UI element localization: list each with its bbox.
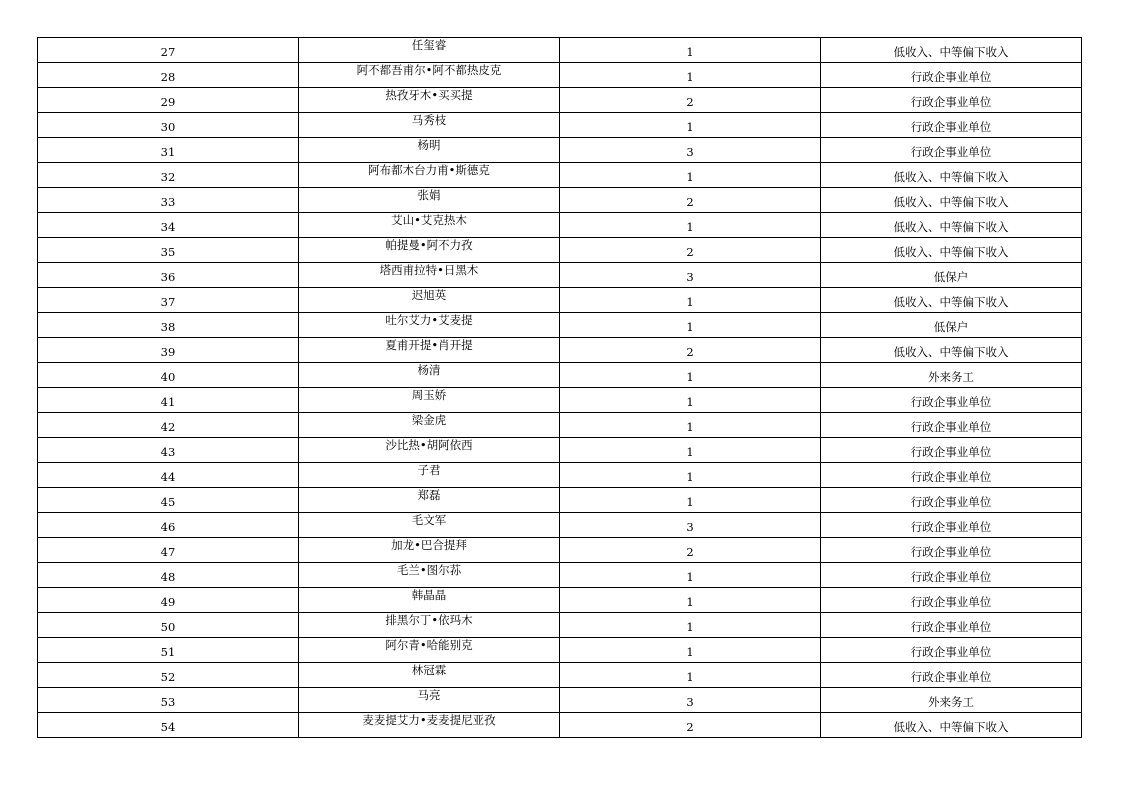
household-count-cell: 1 xyxy=(560,563,821,588)
household-count-cell: 1 xyxy=(560,463,821,488)
table-row xyxy=(38,213,1082,238)
name-cell: 子君 xyxy=(299,463,560,488)
name-cell: 杨清 xyxy=(299,363,560,388)
household-count-cell: 1 xyxy=(560,113,821,138)
row-number-cell: 52 xyxy=(38,663,299,688)
row-number-cell: 49 xyxy=(38,588,299,613)
table-row xyxy=(38,288,1082,313)
name-cell: 马亮 xyxy=(299,688,560,713)
household-count-cell: 2 xyxy=(560,238,821,263)
row-number-cell: 36 xyxy=(38,263,299,288)
category-cell: 低收入、中等偏下收入 xyxy=(821,338,1082,363)
row-number-cell: 48 xyxy=(38,563,299,588)
household-count-cell: 1 xyxy=(560,488,821,513)
category-cell: 行政企事业单位 xyxy=(821,113,1082,138)
table-body xyxy=(38,38,1082,738)
row-number-cell: 34 xyxy=(38,213,299,238)
table-row xyxy=(38,413,1082,438)
row-number-cell: 30 xyxy=(38,113,299,138)
name-cell: 杨明 xyxy=(299,138,560,163)
household-count-cell: 1 xyxy=(560,213,821,238)
household-count-cell: 1 xyxy=(560,288,821,313)
table-row xyxy=(38,663,1082,688)
row-number-cell: 29 xyxy=(38,88,299,113)
household-count-cell: 2 xyxy=(560,88,821,113)
name-cell: 吐尔艾力•艾麦提 xyxy=(299,313,560,338)
household-count-cell: 2 xyxy=(560,713,821,738)
row-number-cell: 47 xyxy=(38,538,299,563)
category-cell: 低收入、中等偏下收入 xyxy=(821,188,1082,213)
category-cell: 外来务工 xyxy=(821,363,1082,388)
row-number-cell: 31 xyxy=(38,138,299,163)
name-cell: 马秀枝 xyxy=(299,113,560,138)
household-count-cell: 1 xyxy=(560,663,821,688)
row-number-cell: 45 xyxy=(38,488,299,513)
category-cell: 行政企事业单位 xyxy=(821,513,1082,538)
name-cell: 梁金虎 xyxy=(299,413,560,438)
category-cell: 行政企事业单位 xyxy=(821,438,1082,463)
row-number-cell: 39 xyxy=(38,338,299,363)
row-number-cell: 27 xyxy=(38,38,299,63)
table-row xyxy=(38,188,1082,213)
category-cell: 行政企事业单位 xyxy=(821,463,1082,488)
data-table xyxy=(37,37,1082,738)
category-cell: 低收入、中等偏下收入 xyxy=(821,238,1082,263)
table-row xyxy=(38,263,1082,288)
name-cell: 迟旭英 xyxy=(299,288,560,313)
table-row xyxy=(38,588,1082,613)
name-cell: 阿不都吾甫尔•阿不都热皮克 xyxy=(299,63,560,88)
row-number-cell: 46 xyxy=(38,513,299,538)
category-cell: 行政企事业单位 xyxy=(821,88,1082,113)
table-row xyxy=(38,488,1082,513)
name-cell: 林冠霖 xyxy=(299,663,560,688)
name-cell: 周玉娇 xyxy=(299,388,560,413)
table-row xyxy=(38,338,1082,363)
category-cell: 低收入、中等偏下收入 xyxy=(821,713,1082,738)
category-cell: 行政企事业单位 xyxy=(821,63,1082,88)
name-cell: 帕提曼•阿不力孜 xyxy=(299,238,560,263)
row-number-cell: 41 xyxy=(38,388,299,413)
category-cell: 行政企事业单位 xyxy=(821,413,1082,438)
household-count-cell: 3 xyxy=(560,138,821,163)
household-count-cell: 1 xyxy=(560,388,821,413)
name-cell: 毛兰•图尔荪 xyxy=(299,563,560,588)
household-count-cell: 1 xyxy=(560,38,821,63)
table-row xyxy=(38,563,1082,588)
household-count-cell: 1 xyxy=(560,313,821,338)
name-cell: 沙比热•胡阿依西 xyxy=(299,438,560,463)
row-number-cell: 35 xyxy=(38,238,299,263)
table-row xyxy=(38,388,1082,413)
household-count-cell: 3 xyxy=(560,263,821,288)
household-count-cell: 3 xyxy=(560,513,821,538)
table-row xyxy=(38,513,1082,538)
category-cell: 低保户 xyxy=(821,263,1082,288)
row-number-cell: 33 xyxy=(38,188,299,213)
category-cell: 行政企事业单位 xyxy=(821,138,1082,163)
name-cell: 阿尔青•哈能别克 xyxy=(299,638,560,663)
household-count-cell: 2 xyxy=(560,538,821,563)
category-cell: 低保户 xyxy=(821,313,1082,338)
name-cell: 艾山•艾克热木 xyxy=(299,213,560,238)
table-row xyxy=(38,363,1082,388)
category-cell: 行政企事业单位 xyxy=(821,588,1082,613)
row-number-cell: 43 xyxy=(38,438,299,463)
row-number-cell: 40 xyxy=(38,363,299,388)
category-cell: 行政企事业单位 xyxy=(821,663,1082,688)
category-cell: 外来务工 xyxy=(821,688,1082,713)
table-row xyxy=(38,638,1082,663)
row-number-cell: 28 xyxy=(38,63,299,88)
household-count-cell: 1 xyxy=(560,163,821,188)
household-count-cell: 3 xyxy=(560,688,821,713)
name-cell: 郑磊 xyxy=(299,488,560,513)
table-row xyxy=(38,88,1082,113)
table-row xyxy=(38,238,1082,263)
category-cell: 行政企事业单位 xyxy=(821,538,1082,563)
row-number-cell: 53 xyxy=(38,688,299,713)
table-row xyxy=(38,463,1082,488)
row-number-cell: 44 xyxy=(38,463,299,488)
row-number-cell: 50 xyxy=(38,613,299,638)
name-cell: 塔西甫拉特•日黑木 xyxy=(299,263,560,288)
row-number-cell: 37 xyxy=(38,288,299,313)
table-row xyxy=(38,138,1082,163)
table-row xyxy=(38,613,1082,638)
category-cell: 行政企事业单位 xyxy=(821,613,1082,638)
row-number-cell: 51 xyxy=(38,638,299,663)
row-number-cell: 54 xyxy=(38,713,299,738)
household-count-cell: 1 xyxy=(560,63,821,88)
household-count-cell: 1 xyxy=(560,413,821,438)
category-cell: 行政企事业单位 xyxy=(821,638,1082,663)
name-cell: 加龙•巴合提拜 xyxy=(299,538,560,563)
category-cell: 行政企事业单位 xyxy=(821,488,1082,513)
name-cell: 热孜牙木•买买提 xyxy=(299,88,560,113)
name-cell: 毛文军 xyxy=(299,513,560,538)
table-row xyxy=(38,438,1082,463)
category-cell: 行政企事业单位 xyxy=(821,563,1082,588)
name-cell: 阿布都木台力甫•斯德克 xyxy=(299,163,560,188)
category-cell: 低收入、中等偏下收入 xyxy=(821,38,1082,63)
category-cell: 低收入、中等偏下收入 xyxy=(821,213,1082,238)
household-count-cell: 1 xyxy=(560,438,821,463)
household-count-cell: 2 xyxy=(560,338,821,363)
name-cell: 张娟 xyxy=(299,188,560,213)
name-cell: 任玺睿 xyxy=(299,38,560,63)
household-count-cell: 1 xyxy=(560,613,821,638)
row-number-cell: 32 xyxy=(38,163,299,188)
table-row xyxy=(38,688,1082,713)
table-row xyxy=(38,713,1082,738)
row-number-cell: 38 xyxy=(38,313,299,338)
name-cell: 排黑尔丁•依玛木 xyxy=(299,613,560,638)
category-cell: 行政企事业单位 xyxy=(821,388,1082,413)
table-row xyxy=(38,63,1082,88)
household-count-cell: 1 xyxy=(560,363,821,388)
row-number-cell: 42 xyxy=(38,413,299,438)
category-cell: 低收入、中等偏下收入 xyxy=(821,163,1082,188)
table-row xyxy=(38,113,1082,138)
table-row xyxy=(38,163,1082,188)
table-row xyxy=(38,538,1082,563)
name-cell: 韩晶晶 xyxy=(299,588,560,613)
household-count-cell: 2 xyxy=(560,188,821,213)
table-row xyxy=(38,38,1082,63)
table-row xyxy=(38,313,1082,338)
category-cell: 低收入、中等偏下收入 xyxy=(821,288,1082,313)
name-cell: 麦麦提艾力•麦麦提尼亚孜 xyxy=(299,713,560,738)
household-count-cell: 1 xyxy=(560,638,821,663)
household-count-cell: 1 xyxy=(560,588,821,613)
name-cell: 夏甫开提•肖开提 xyxy=(299,338,560,363)
